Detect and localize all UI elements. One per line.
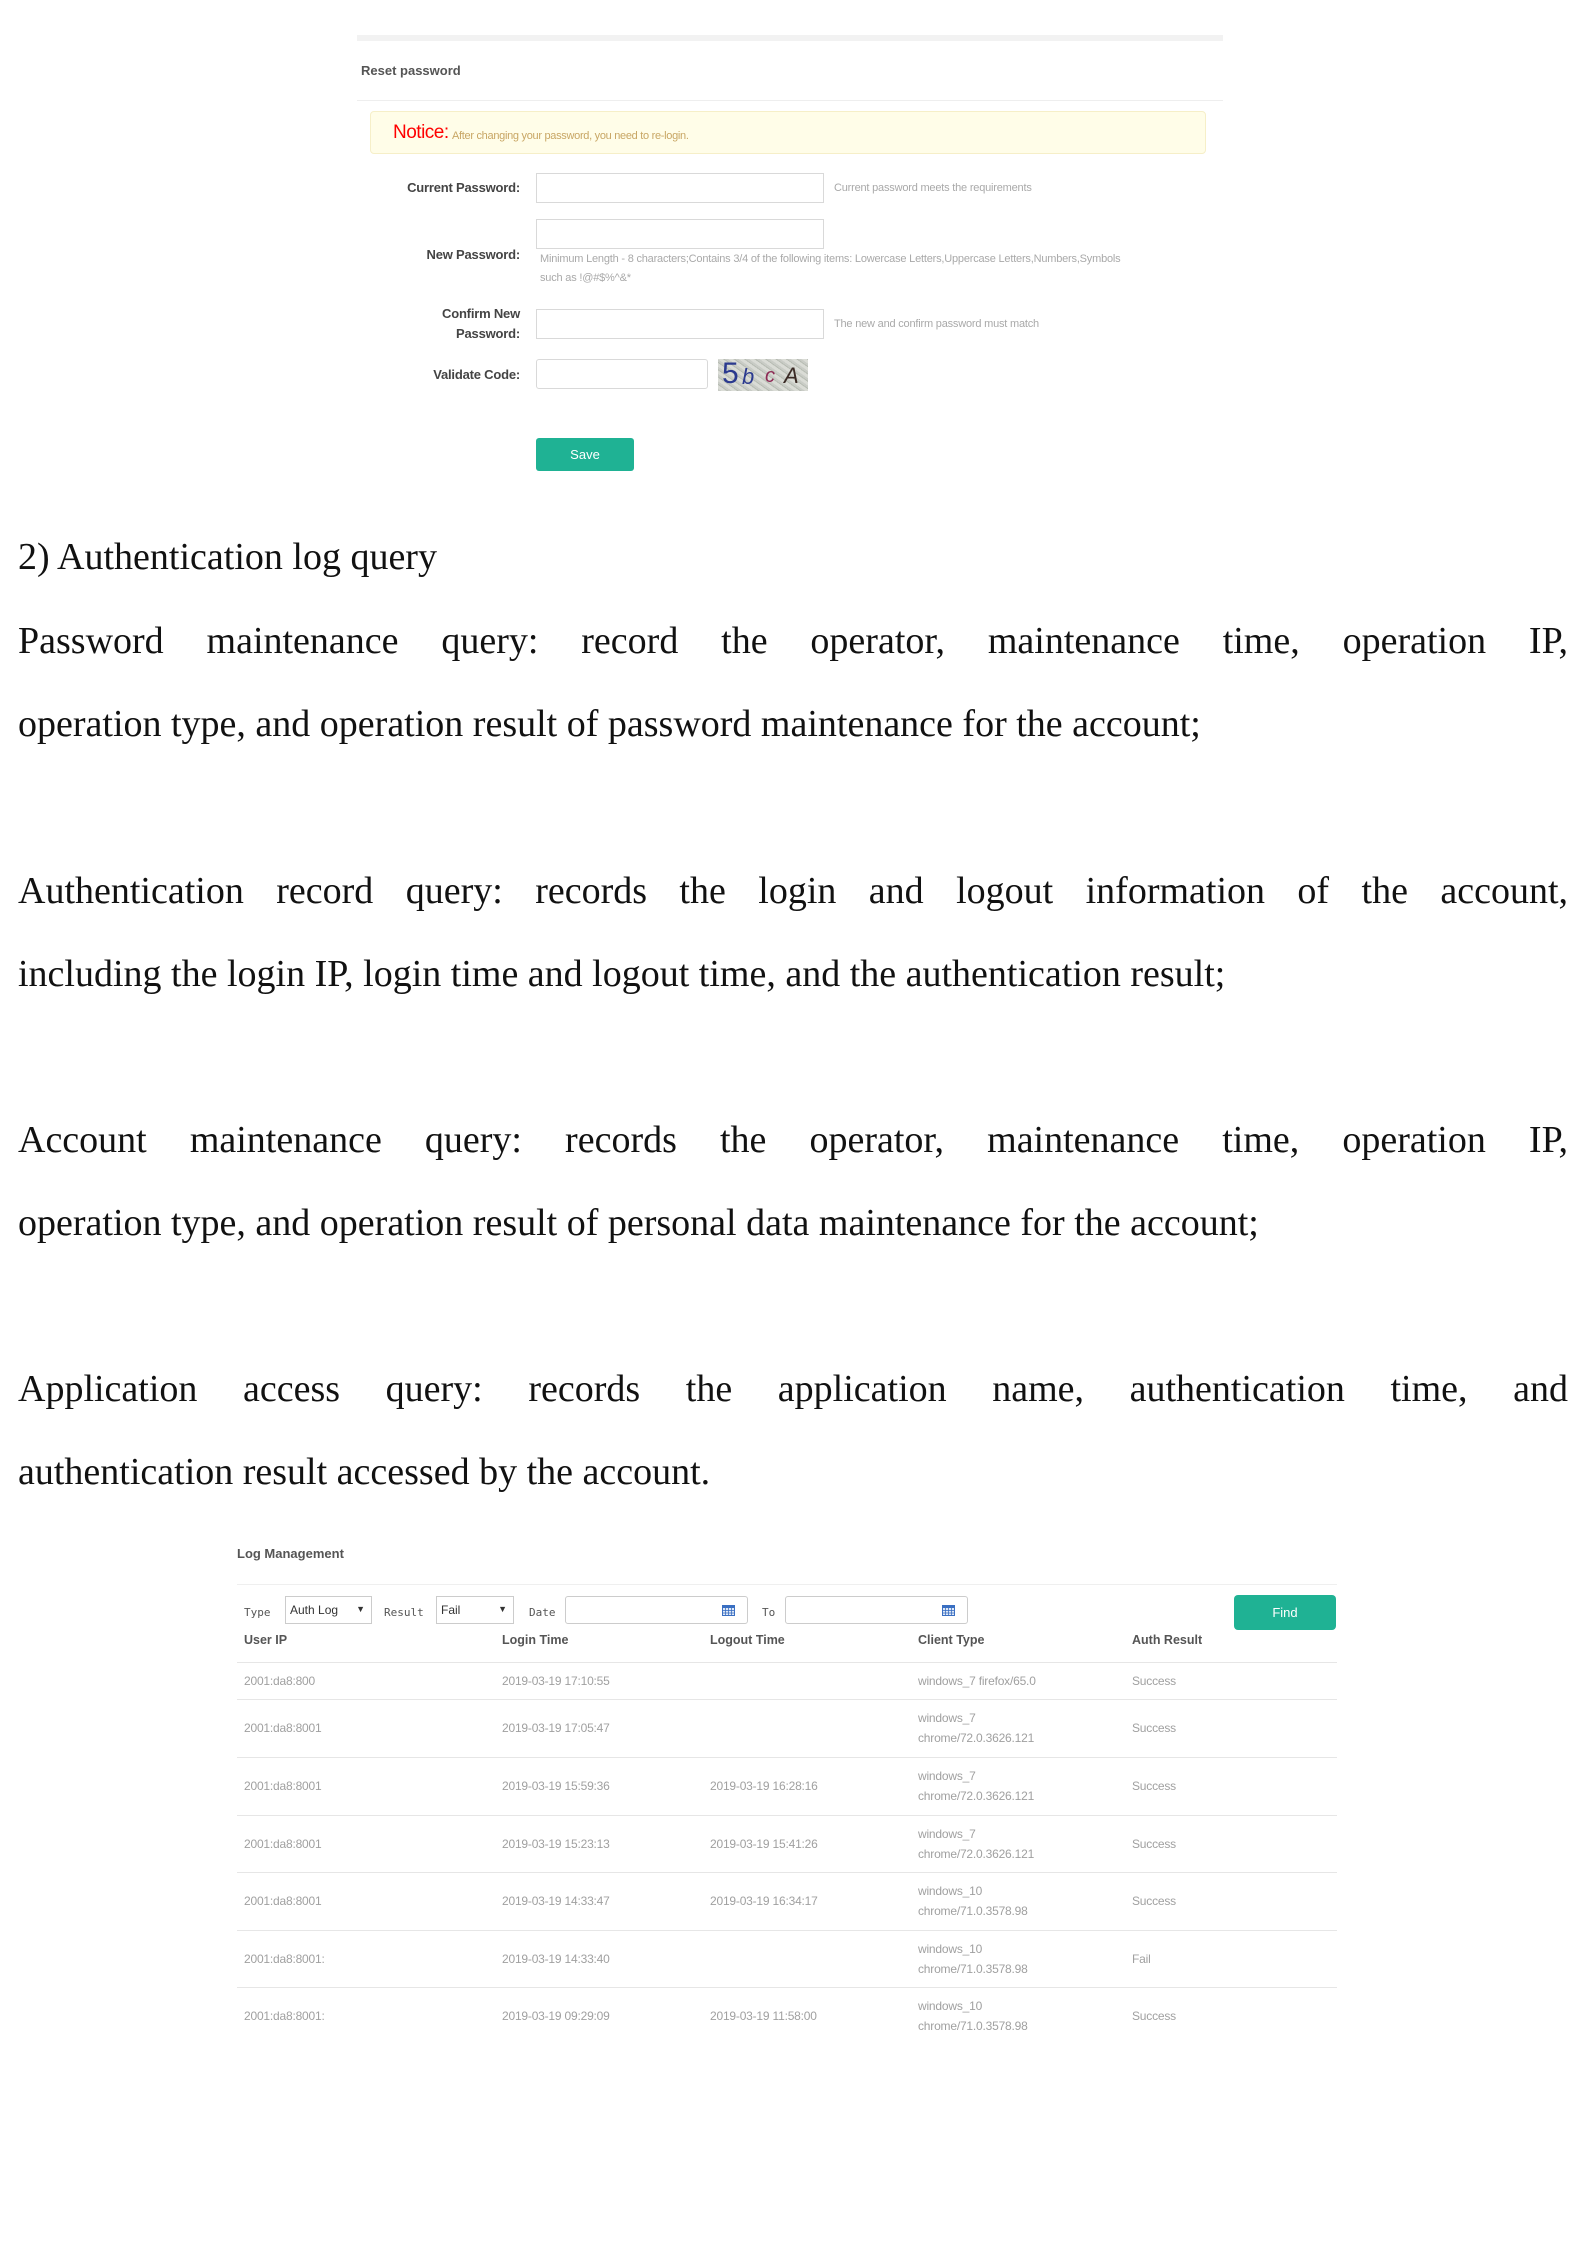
new-password-hint-line1: Minimum Length - 8 characters;Contains 3/4 of the following items: Lowercase Letters,Uppercase Letters,Numbers,Symbols bbox=[540, 253, 1121, 265]
paragraph-line: Application access query: records the application name, authentication time, and bbox=[18, 1368, 1568, 1410]
paragraph-line: operation type, and operation result of password maintenance for the account; bbox=[18, 703, 1201, 745]
cell-login-time: 2019-03-19 14:33:47 bbox=[502, 1894, 610, 1908]
date-to-input[interactable] bbox=[785, 1596, 968, 1624]
paragraph-authentication-record bbox=[18, 850, 1568, 1016]
cell-login-time: 2019-03-19 15:23:13 bbox=[502, 1836, 610, 1851]
cell-client-os: windows_10 bbox=[918, 1941, 983, 1956]
cell-login-time: 2019-03-19 09:29:09 bbox=[502, 2009, 610, 2023]
cell-user-ip: 2001:da8:8001 bbox=[244, 1721, 322, 1735]
row-divider bbox=[237, 1699, 1337, 1700]
result-select-value: Fail bbox=[441, 1603, 461, 1617]
cell-client-browser: chrome/72.0.3626.121 bbox=[918, 1846, 1035, 1861]
paragraph-line: Authentication record query: records the login and logout information of the account, bbox=[18, 870, 1568, 912]
paragraph-line: authentication result accessed by the account. bbox=[18, 1451, 711, 1493]
date-from-input[interactable] bbox=[565, 1596, 748, 1624]
column-header-user-ip[interactable]: User IP bbox=[244, 1633, 288, 1647]
result-select[interactable] bbox=[436, 1596, 514, 1624]
cell-client-browser: chrome/71.0.3578.98 bbox=[918, 1961, 1028, 1976]
cell-client-os: windows_7 bbox=[918, 1769, 976, 1783]
cell-auth-result: Success bbox=[1132, 1673, 1176, 1688]
current-password-input[interactable] bbox=[536, 173, 824, 203]
current-password-label: Current Password: bbox=[407, 180, 520, 195]
column-header-auth-result[interactable]: Auth Result bbox=[1132, 1633, 1203, 1647]
cell-client-browser: chrome/72.0.3626.121 bbox=[918, 1789, 1035, 1803]
cell-login-time: 2019-03-19 17:05:47 bbox=[502, 1721, 610, 1735]
row-divider bbox=[237, 1662, 1337, 1663]
column-header-client-type[interactable]: Client Type bbox=[918, 1633, 985, 1647]
cell-logout-time: 2019-03-19 11:58:00 bbox=[710, 2009, 817, 2023]
column-header-login-time[interactable]: Login Time bbox=[502, 1633, 569, 1647]
validate-code-input[interactable] bbox=[536, 359, 708, 389]
new-password-label: New Password: bbox=[426, 247, 520, 262]
to-label: To bbox=[762, 1606, 776, 1619]
calendar-icon[interactable] bbox=[722, 1604, 735, 1616]
cell-user-ip: 2001:da8:8001: bbox=[244, 1951, 325, 1966]
row-divider bbox=[237, 1757, 1337, 1758]
cell-client-browser: chrome/71.0.3578.98 bbox=[918, 2019, 1028, 2033]
cell-logout-time: 2019-03-19 16:34:17 bbox=[710, 1894, 818, 1908]
caret-down-icon: ▼ bbox=[498, 1604, 507, 1614]
captcha-image[interactable] bbox=[718, 359, 808, 391]
paragraph-line: including the login IP, login time and logout time, and the authentication result; bbox=[18, 953, 1226, 995]
paragraph-line: Account maintenance query: records the operator, maintenance time, operation IP, bbox=[18, 1119, 1568, 1161]
notice-banner bbox=[370, 111, 1206, 154]
log-management-title: Log Management bbox=[237, 1546, 344, 1561]
paragraph-account-maintenance bbox=[18, 1099, 1568, 1265]
cell-logout-time: 2019-03-19 16:28:16 bbox=[710, 1779, 818, 1793]
section-heading: 2) Authentication log query bbox=[18, 536, 437, 578]
paragraph-line: operation type, and operation result of personal data maintenance for the account; bbox=[18, 1202, 1259, 1244]
notice-label: Notice: bbox=[393, 122, 449, 143]
captcha-char: c bbox=[765, 365, 775, 387]
validate-code-label: Validate Code: bbox=[433, 367, 520, 382]
paragraph-line: Password maintenance query: record the operator, maintenance time, operation IP, bbox=[18, 620, 1568, 662]
caret-down-icon: ▼ bbox=[356, 1604, 365, 1614]
divider bbox=[357, 100, 1223, 101]
confirm-password-label-line1: Confirm New bbox=[442, 306, 520, 321]
cell-login-time: 2019-03-19 17:10:55 bbox=[502, 1673, 610, 1688]
paragraph-password-maintenance bbox=[18, 600, 1568, 766]
cell-client-os: windows_10 bbox=[918, 1999, 983, 2013]
column-header-logout-time[interactable]: Logout Time bbox=[710, 1633, 785, 1647]
cell-login-time: 2019-03-19 14:33:40 bbox=[502, 1951, 610, 1966]
row-divider bbox=[237, 1987, 1337, 1988]
type-select[interactable] bbox=[285, 1596, 372, 1624]
confirm-password-hint: The new and confirm password must match bbox=[834, 318, 1039, 330]
current-password-hint: Current password meets the requirements bbox=[834, 182, 1032, 194]
notice-text: After changing your password, you need to re-login. bbox=[452, 130, 689, 142]
row-divider bbox=[237, 1815, 1337, 1816]
new-password-input[interactable] bbox=[536, 219, 824, 249]
cell-user-ip: 2001:da8:8001 bbox=[244, 1836, 322, 1851]
row-divider bbox=[237, 1930, 1337, 1931]
cell-client-os: windows_7 bbox=[918, 1826, 976, 1841]
cell-user-ip: 2001:da8:8001 bbox=[244, 1894, 322, 1908]
date-label: Date bbox=[529, 1606, 556, 1619]
top-bar bbox=[357, 35, 1223, 41]
calendar-icon[interactable] bbox=[942, 1604, 955, 1616]
cell-auth-result: Success bbox=[1132, 2009, 1176, 2023]
save-button[interactable]: Save bbox=[536, 438, 634, 471]
confirm-password-label-line2: Password: bbox=[456, 326, 520, 341]
cell-client-os: windows_7 bbox=[918, 1711, 976, 1725]
cell-login-time: 2019-03-19 15:59:36 bbox=[502, 1779, 610, 1793]
captcha-char: 5 bbox=[722, 359, 739, 390]
cell-logout-time: 2019-03-19 15:41:26 bbox=[710, 1836, 818, 1851]
type-select-value: Auth Log bbox=[290, 1603, 339, 1617]
new-password-hint-line2: such as !@#$%^&* bbox=[540, 272, 631, 284]
cell-user-ip: 2001:da8:8001 bbox=[244, 1779, 322, 1793]
cell-user-ip: 2001:da8:8001: bbox=[244, 2009, 325, 2023]
row-divider bbox=[237, 1872, 1337, 1873]
type-label: Type bbox=[244, 1606, 271, 1619]
cell-client-os: windows_10 bbox=[918, 1884, 983, 1898]
cell-client-browser: chrome/71.0.3578.98 bbox=[918, 1904, 1028, 1918]
paragraph-application-access bbox=[18, 1348, 1568, 1514]
cell-auth-result: Fail bbox=[1132, 1951, 1151, 1966]
find-button[interactable]: Find bbox=[1234, 1595, 1336, 1630]
cell-auth-result: Success bbox=[1132, 1894, 1176, 1908]
confirm-password-input[interactable] bbox=[536, 309, 824, 339]
cell-client-browser: chrome/72.0.3626.121 bbox=[918, 1731, 1035, 1745]
cell-auth-result: Success bbox=[1132, 1721, 1176, 1735]
result-label: Result bbox=[384, 1606, 424, 1619]
cell-auth-result: Success bbox=[1132, 1779, 1176, 1793]
captcha-char: A bbox=[784, 363, 799, 388]
cell-user-ip: 2001:da8:800 bbox=[244, 1673, 316, 1688]
cell-client-type: windows_7 firefox/65.0 bbox=[918, 1673, 1036, 1688]
captcha-char: b bbox=[742, 364, 755, 389]
divider bbox=[237, 1584, 1337, 1585]
reset-password-title: Reset password bbox=[361, 63, 461, 78]
cell-auth-result: Success bbox=[1132, 1836, 1176, 1851]
